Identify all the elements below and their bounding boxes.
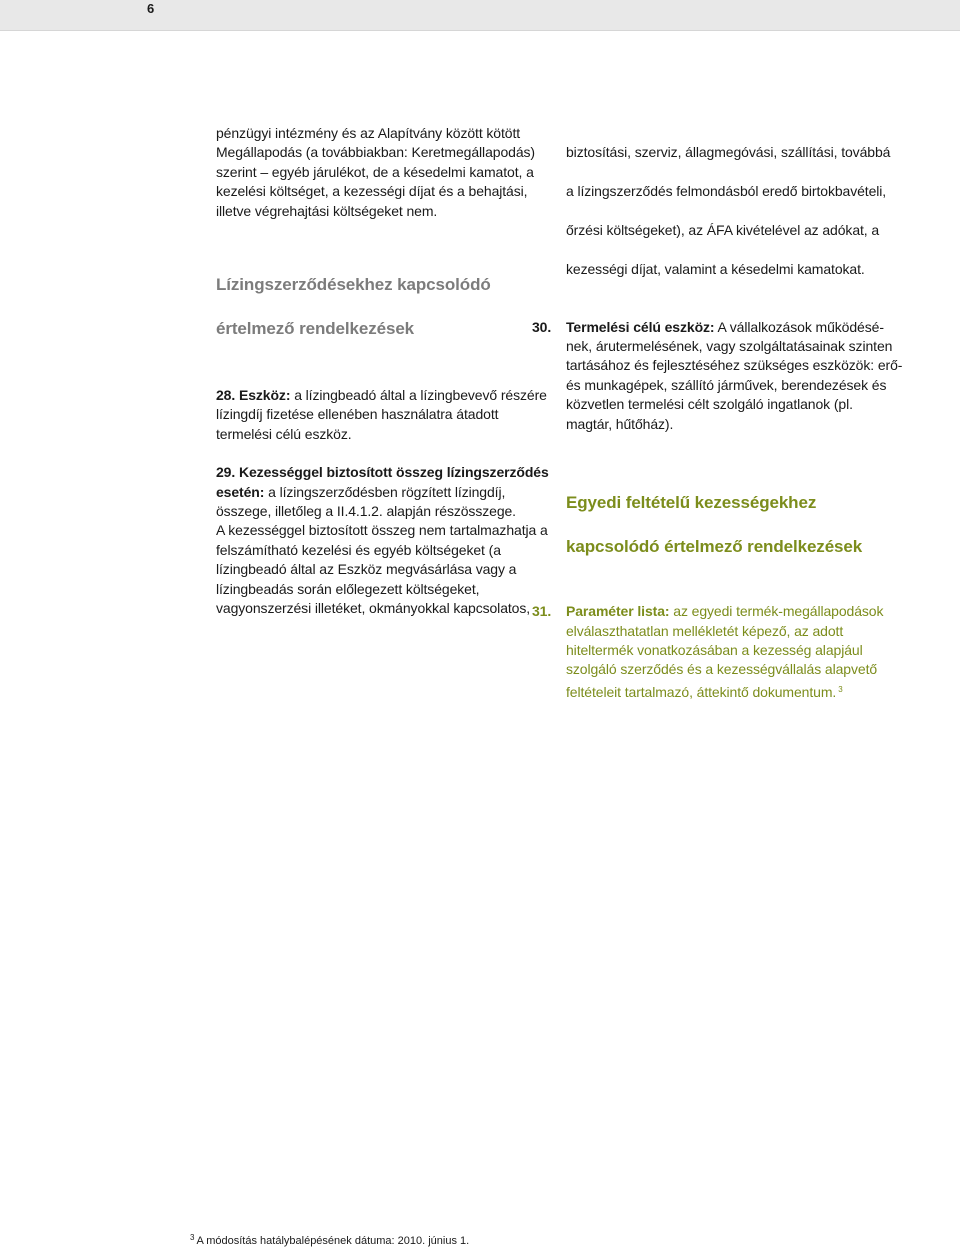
item-text: elválaszthatatlan mellékletét képező, az adott xyxy=(566,622,844,639)
definition-item-31 xyxy=(532,602,884,702)
item-text: A kezességgel biztosított összeg nem tartalmazhatja a xyxy=(216,522,548,539)
footnote-mark: 3 xyxy=(190,1233,195,1242)
right-column xyxy=(532,124,903,702)
intro-line: kezelési költséget, a kezességi díjat és a behajtási, xyxy=(216,183,528,200)
text-line: őrzési költségeket), az ÁFA kivételével az adókat, a xyxy=(566,222,880,239)
text-line: kezességi díjat, valamint a késedelmi kamatokat. xyxy=(566,260,865,277)
text-line: biztosítási, szerviz, állagmegóvási, szállítási, továbbá xyxy=(566,144,891,161)
section-heading-leasing xyxy=(216,252,516,362)
intro-line: szerint – egyéb járulékot, de a késedelmi kamatot, a xyxy=(216,163,534,180)
item-text: magtár, hűtőház). xyxy=(566,415,674,432)
definition-item-28 xyxy=(216,386,547,444)
item-text: termelési célú eszköz. xyxy=(216,425,352,442)
item-term: Eszköz: xyxy=(238,387,291,404)
page-header-band xyxy=(0,0,960,31)
definition-item-30 xyxy=(532,318,903,434)
item-text: a lízingbeadó által a lízingbevevő részére xyxy=(290,387,547,404)
item-text: hiteltermék vonatkozásában a kezesség alapjául xyxy=(566,641,863,658)
item-term: Kezességgel biztosított összeg lízingszerződés xyxy=(238,464,549,481)
footnote-reference[interactable]: 3 xyxy=(838,684,843,694)
item-text: felszámítható kezelési és egyéb költségeket (a xyxy=(216,541,501,558)
item-text: vagyonszerzési illetéket, okmányokkal kapcsolatos, xyxy=(216,600,531,617)
heading-line: Lízingszerződésekhez kapcsolódó xyxy=(216,275,491,295)
heading-line: kapcsolódó értelmező rendelkezések xyxy=(566,537,863,557)
item-term-cont: esetén: xyxy=(216,483,265,500)
text-line: a lízingszerződés felmondásból eredő birtokbavételi, xyxy=(566,183,887,200)
heading-line: értelmező rendelkezések xyxy=(216,319,415,339)
item-text: lízingdíj fizetése ellenében használatra átadott xyxy=(216,406,499,423)
footnote xyxy=(190,1231,469,1248)
item-number: 29. xyxy=(216,464,236,481)
item-text: lízingbeadás során előlegezett költségeket, xyxy=(216,580,480,597)
item-number: 31. xyxy=(532,603,552,620)
item-number: 28. xyxy=(216,387,236,404)
intro-line: pénzügyi intézmény és az Alapítvány között kötött xyxy=(216,125,521,141)
item-text: és munkagépek, szállító járművek, berendezések és xyxy=(566,376,887,393)
item-term: Paraméter lista: xyxy=(566,603,670,620)
item-text: összege, illetőleg a II.4.1.2. alapján részösszege. xyxy=(216,503,516,520)
item-text: a lízingszerződésben rögzített lízingdíj, xyxy=(264,483,506,500)
item-text: tartásához és fejlesztéséhez szükséges eszközök: erő- xyxy=(566,357,903,374)
intro-line: Megállapodás (a továbbiakban: Keretmegállapodás) xyxy=(216,144,535,161)
item-text: nek, árutermelésének, vagy szolgáltatásainak szinten xyxy=(566,338,893,355)
item-text: lízingbeadó által az Eszköz megvásárlása vagy a xyxy=(216,561,517,578)
item-term: Termelési célú eszköz: xyxy=(566,318,715,335)
section-heading-individual xyxy=(566,470,863,580)
item-text: szolgáló szerződés és a kezességvállalás alapvető xyxy=(566,661,878,678)
page-number: 6 xyxy=(147,1,155,16)
item-text: feltételeit tartalmazó, áttekintő dokumentum. xyxy=(566,683,837,700)
footnote-text: A módosítás hatálybalépésének dátuma: 2010. június 1. xyxy=(196,1235,470,1247)
item-number: 30. xyxy=(532,318,552,335)
intro-line: illetve végrehajtási költségeket nem. xyxy=(216,202,438,219)
item-text: közvetlen termelési célt szolgáló ingatlanok (pl. xyxy=(566,396,853,413)
intro-paragraph xyxy=(216,124,535,221)
continuation-paragraph xyxy=(532,124,891,299)
item-text: az egyedi termék-megállapodások xyxy=(669,603,884,620)
item-text: A vállalkozások működésé- xyxy=(714,318,884,335)
heading-line: Egyedi feltételű kezességekhez xyxy=(566,493,817,513)
